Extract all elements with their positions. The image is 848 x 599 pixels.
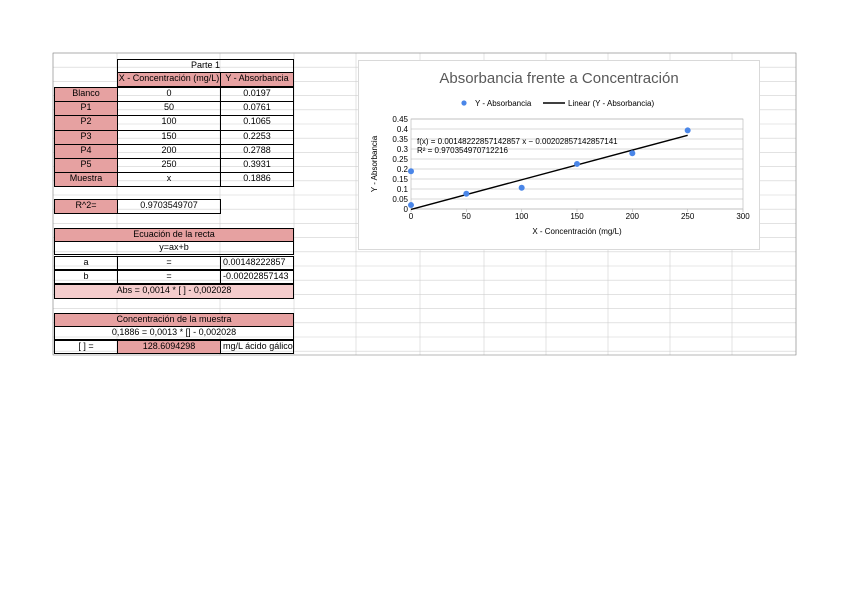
col-header-y: Y - Absorbancia: [220, 72, 294, 87]
data-point: [629, 150, 635, 156]
row-x: 250: [117, 158, 221, 173]
legend-label-points: Y - Absorbancia: [475, 99, 532, 108]
y-tick-label: 0: [403, 205, 408, 214]
y-axis-label: Y - Absorbancia: [370, 135, 379, 193]
trendline-annotation: R² = 0.970354970712216: [417, 146, 508, 155]
col-header-x: X - Concentración (mg/L): [117, 72, 221, 87]
coef-a-value: 0.00148222857: [220, 256, 294, 270]
coef-b-eq: =: [117, 270, 221, 284]
row-y: 0.2253: [220, 130, 294, 145]
y-tick-label: 0.45: [392, 115, 408, 124]
row-x: 50: [117, 101, 221, 116]
scatter-chart: [358, 60, 760, 250]
row-y: 0.1886: [220, 172, 294, 187]
y-tick-label: 0.25: [392, 155, 408, 164]
conc-unit: mg/L ácido gálico: [220, 340, 294, 354]
row-label: P5: [54, 158, 118, 173]
r2-label: R^2=: [54, 199, 118, 214]
data-point: [685, 127, 691, 133]
x-tick-label: 300: [736, 212, 750, 221]
x-axis-label: X - Concentración (mg/L): [532, 227, 622, 236]
abs-formula: Abs = 0,0014 * [ ] - 0,002028: [54, 284, 294, 299]
data-point: [408, 202, 414, 208]
row-label: Blanco: [54, 87, 118, 102]
y-tick-label: 0.4: [396, 125, 408, 134]
x-tick-label: 150: [570, 212, 584, 221]
row-x: 200: [117, 144, 221, 159]
row-y: 0.0197: [220, 87, 294, 102]
x-tick-label: 50: [461, 212, 471, 221]
row-label: P1: [54, 101, 118, 116]
coef-b-value: -0.00202857143: [220, 270, 294, 284]
row-x: 0: [117, 87, 221, 102]
coef-a-label: a: [54, 256, 118, 270]
x-tick-label: 100: [514, 212, 529, 221]
conc-label: [ ] =: [54, 340, 118, 354]
legend-marker-points: [461, 100, 466, 105]
data-point: [519, 185, 525, 191]
row-x: 100: [117, 115, 221, 130]
data-point: [574, 161, 580, 167]
data-point: [408, 168, 414, 174]
x-tick-label: 250: [680, 212, 695, 221]
sample-formula: 0,1886 = 0,0013 * [] - 0,002028: [54, 326, 294, 340]
row-y: 0.0761: [220, 101, 294, 116]
sample-title: Concentración de la muestra: [54, 313, 294, 327]
legend-label-trend: Linear (Y - Absorbancia): [568, 99, 655, 108]
trendline-annotation: f(x) = 0.00148222857142857 x − 0.00202857142857141: [417, 137, 618, 146]
chart-title: Absorbancia frente a Concentración: [439, 70, 679, 87]
row-y: 0.2788: [220, 144, 294, 159]
y-tick-label: 0.2: [396, 165, 408, 174]
row-label: Muestra: [54, 172, 118, 187]
row-label: P2: [54, 115, 118, 130]
x-tick-label: 200: [625, 212, 640, 221]
equation-formula: y=ax+b: [54, 241, 294, 255]
equation-title: Ecuación de la recta: [54, 228, 294, 242]
coef-a-eq: =: [117, 256, 221, 270]
table-title: Parte 1: [117, 59, 294, 72]
y-tick-label: 0.35: [392, 135, 408, 144]
y-tick-label: 0.3: [396, 145, 408, 154]
x-tick-label: 0: [408, 212, 414, 221]
y-tick-label: 0.1: [396, 185, 408, 194]
r2-value: 0.9703549707: [117, 199, 221, 214]
chart-container: [358, 60, 760, 250]
y-tick-label: 0.05: [392, 195, 408, 204]
row-y: 0.3931: [220, 158, 294, 173]
row-y: 0.1065: [220, 115, 294, 130]
row-x: 150: [117, 130, 221, 145]
y-tick-label: 0.15: [392, 175, 408, 184]
data-point: [463, 191, 469, 197]
coef-b-label: b: [54, 270, 118, 284]
row-label: P3: [54, 130, 118, 145]
row-label: P4: [54, 144, 118, 159]
conc-value: 128.6094298: [117, 340, 221, 354]
row-x: x: [117, 172, 221, 187]
